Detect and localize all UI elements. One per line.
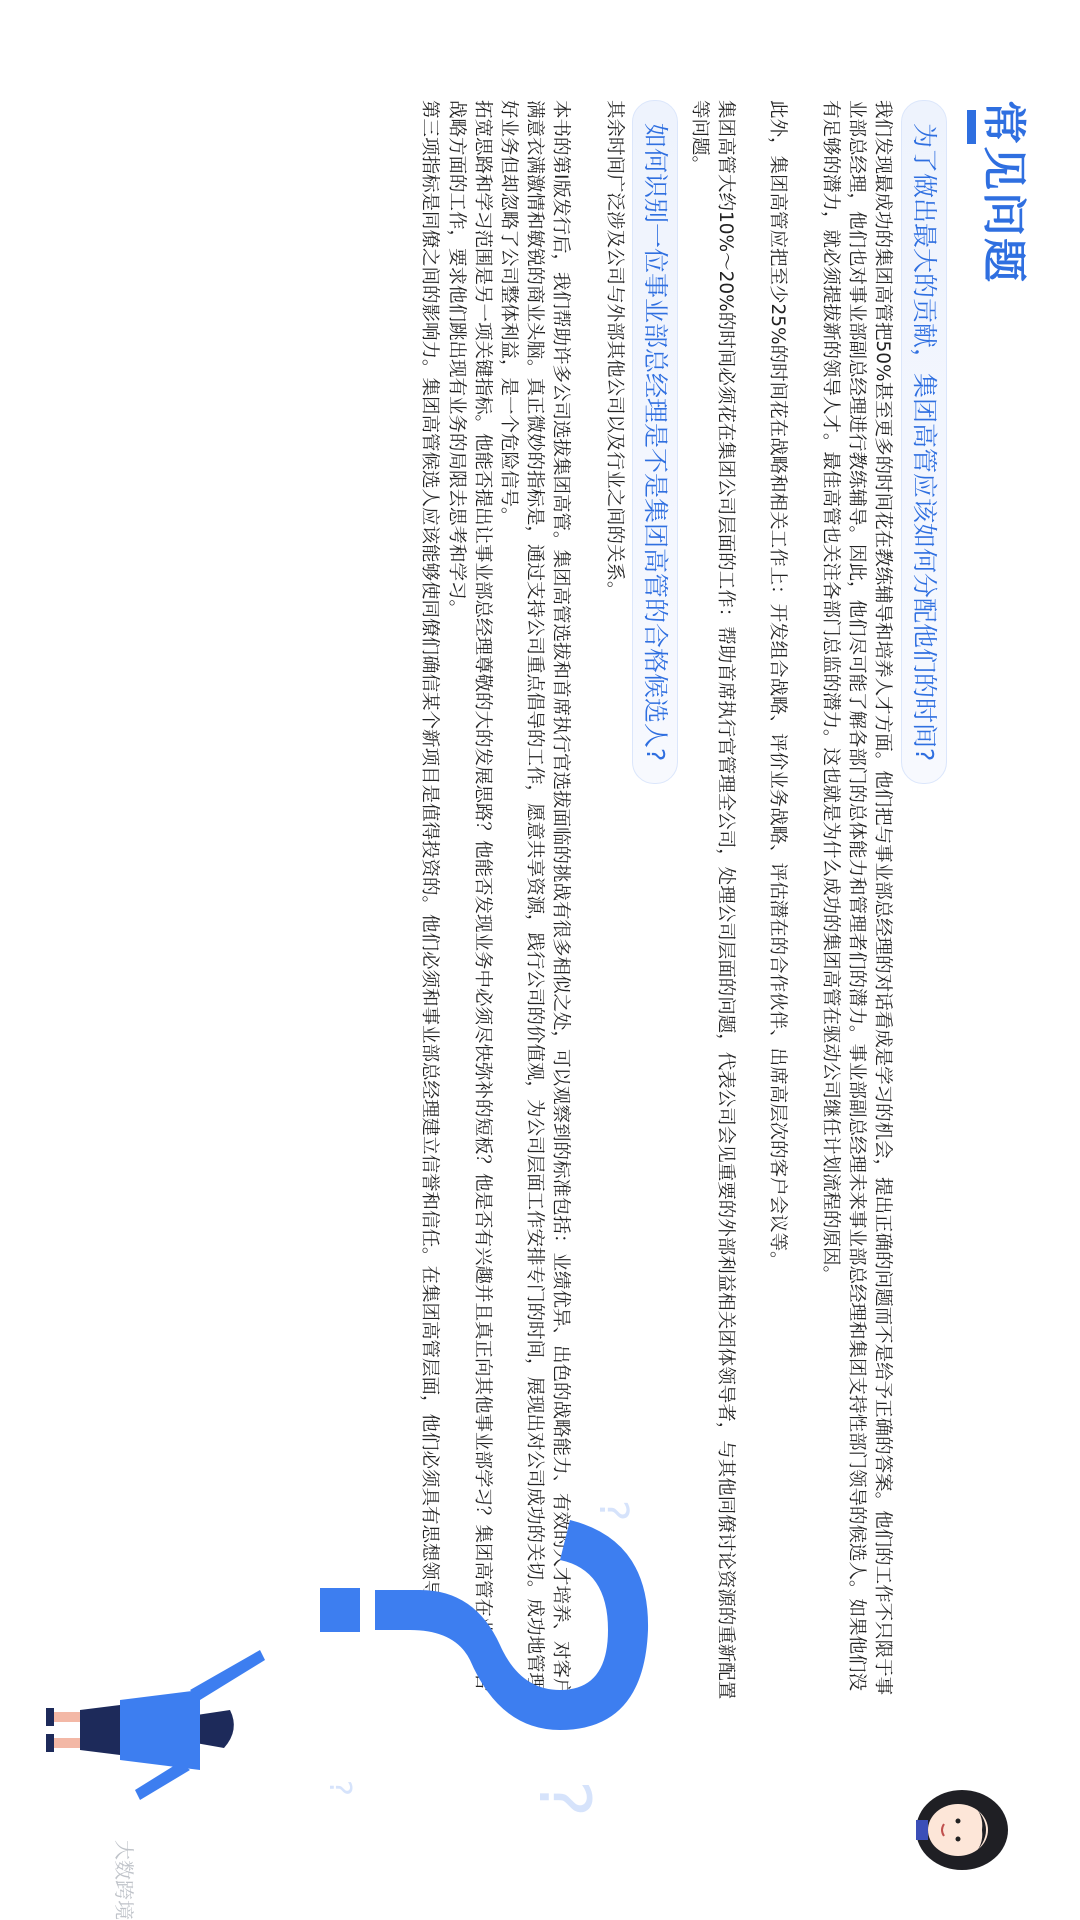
svg-text:?: ?: [322, 1780, 357, 1796]
page-title: 常见问题: [978, 100, 1029, 284]
svg-text:?: ?: [590, 1500, 636, 1522]
svg-text:?: ?: [523, 1780, 605, 1818]
avatar: [910, 1780, 1020, 1880]
section-heading-time-allocation: 为了做出最大的贡献，集团高管应该如何分配他们的时间?: [901, 100, 947, 784]
question-mark-illustration: [40, 1480, 660, 1860]
paragraph: 本书的第I版发行后，我们帮助许多公司选拔集团高管。集团高管选拔和首席执行官选拔面临的挑战有很多相似之处，可以观察到的标准包括：业绩优异、出色的战略能力、有效的人才培养、对客户满意衣满激情和敏锐的商业头脑。真正微妙的指标是，通过支持公司重点倡导的工作，愿意共享资源，践行公司的价值观，为公司层面工作安排专门的时间，展现出对公司成功的关切。成功地管理好业务但却忽略了公司整体利益，是一个危险信号。: [498, 100, 571, 1697]
paragraph: 其余时间广泛涉及公司与外部其他公司以及行业之间的关系。: [604, 100, 625, 600]
paragraph: 我们发现最成功的集团高管把50%甚至更多的时间花在教练辅导和培养人才方面。他们把与事业部总经理的对话看成是学习的机会，提出正确的问题而不是给予正确的答案。他们的工作不只限于事业部总经理，他们也对事业部副总经理进行教练辅导。因此，他们尽可能了解各部门的总体能力和管理者们的潜力。事业部副总经理未来事业部总经理和集团支持性部门领导的候选人。如果他们没有足够的潜力，就必须提拔新的领导人才。最佳高管也关注各部门总监的潜力。这也就是为什么成功的集团高管在驱动公司继任计划流程的原因。: [820, 100, 893, 1696]
section-heading-candidate: 如何识别一位事业部总经理是不是集团高管的合格候选人?: [632, 100, 678, 784]
paragraph: 第三项指标是同僚之间的影响力。集团高管候选人应该能够使同僚们确信某个新项目是值得投资的。他们必须和事业部总经理建立信誉和信任。在集团高管层面，他们必须具有思想领导力。: [419, 100, 440, 1636]
watermark: 大数跨境: [112, 1840, 136, 1920]
paragraph: 此外，集团高管应把至少25%的时间花在战略和相关工作上：开发组合战略、评价业务战略、评估潜在的合作伙伴、出席高层次的客户会议等。: [767, 100, 788, 1270]
title-underline: [967, 110, 976, 144]
paragraph: 拓宽思路和学习范围是另一项关键指标。他能否提出让事业部总经理尊敬的大的发展思路？他能否发现业务中必须尽快弥补的短板？他是否有兴趣并且真正向其他事业部学习？集团高管在业务组合战略方面的工作，要求他们跳出现有业务的局限去思考和学习。: [446, 100, 493, 1692]
paragraph: 集团高管大约10%～20%的时间必须花在集团公司层面的工作：帮助首席执行官管理全公司，处理公司层面的问题，代表公司会见重要的外部利益相关团体领导者，与其他同僚讨论资源的重新配置等问题。: [689, 100, 736, 1700]
